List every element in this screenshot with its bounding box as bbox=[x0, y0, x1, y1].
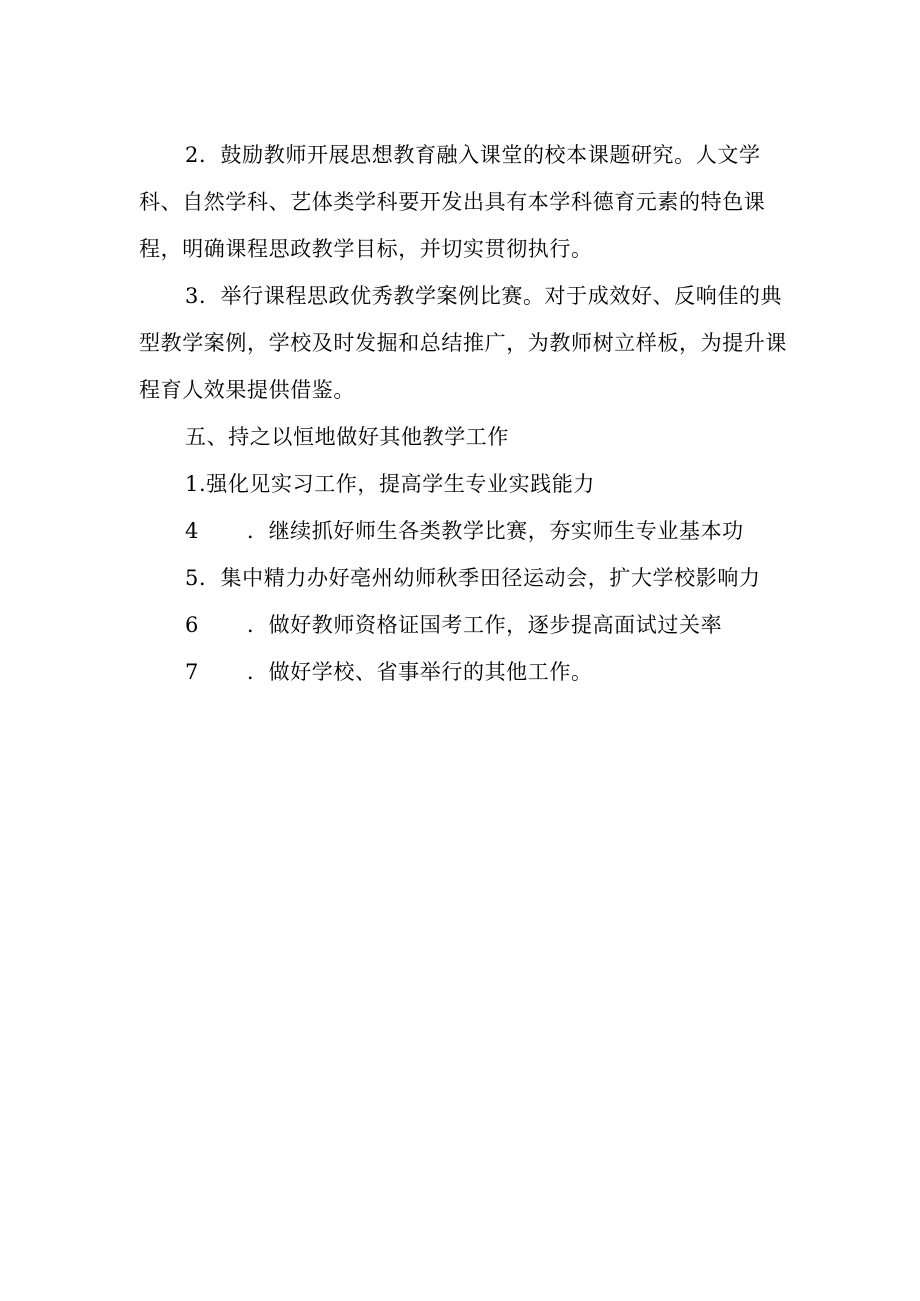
list-item-7 bbox=[139, 649, 789, 696]
list-item-1: 1.强化见实习工作，提高学生专业实践能力 bbox=[185, 472, 596, 496]
list-item-5: 5．集中精力办好亳州幼师秋季田径运动会，扩大学校影响力 bbox=[185, 566, 761, 590]
paragraph-item-3: 3．举行课程思政优秀教学案例比赛。对于成效好、反响佳的典型教学案例，学校及时发掘和总结推广，为教师树立样板，为提升课程育人效果提供借鉴。 bbox=[139, 284, 787, 402]
list-item-text: ．做好教师资格证国考工作，逐步提高面试过关率 bbox=[246, 613, 723, 637]
list-item-4 bbox=[139, 508, 789, 555]
list-item-number: 4 bbox=[185, 519, 199, 543]
list-item-text: ．做好学校、省事举行的其他工作。 bbox=[246, 660, 593, 684]
list-item-number: 7 bbox=[185, 660, 199, 684]
paragraph-item-2: 2．鼓励教师开展思想教育融入课堂的校本课题研究。人文学科、自然学科、艺体类学科要开发出具有本学科德育元素的特色课程，明确课程思政教学目标，并切实贯彻执行。 bbox=[139, 143, 766, 261]
list-item-number: 6 bbox=[185, 613, 199, 637]
list-item-6 bbox=[139, 602, 789, 649]
section-heading-5: 五、持之以恒地做好其他教学工作 bbox=[185, 425, 509, 449]
list-item-text: ．继续抓好师生各类教学比赛，夯实师生专业基本功 bbox=[246, 519, 744, 543]
document-body bbox=[139, 132, 789, 696]
